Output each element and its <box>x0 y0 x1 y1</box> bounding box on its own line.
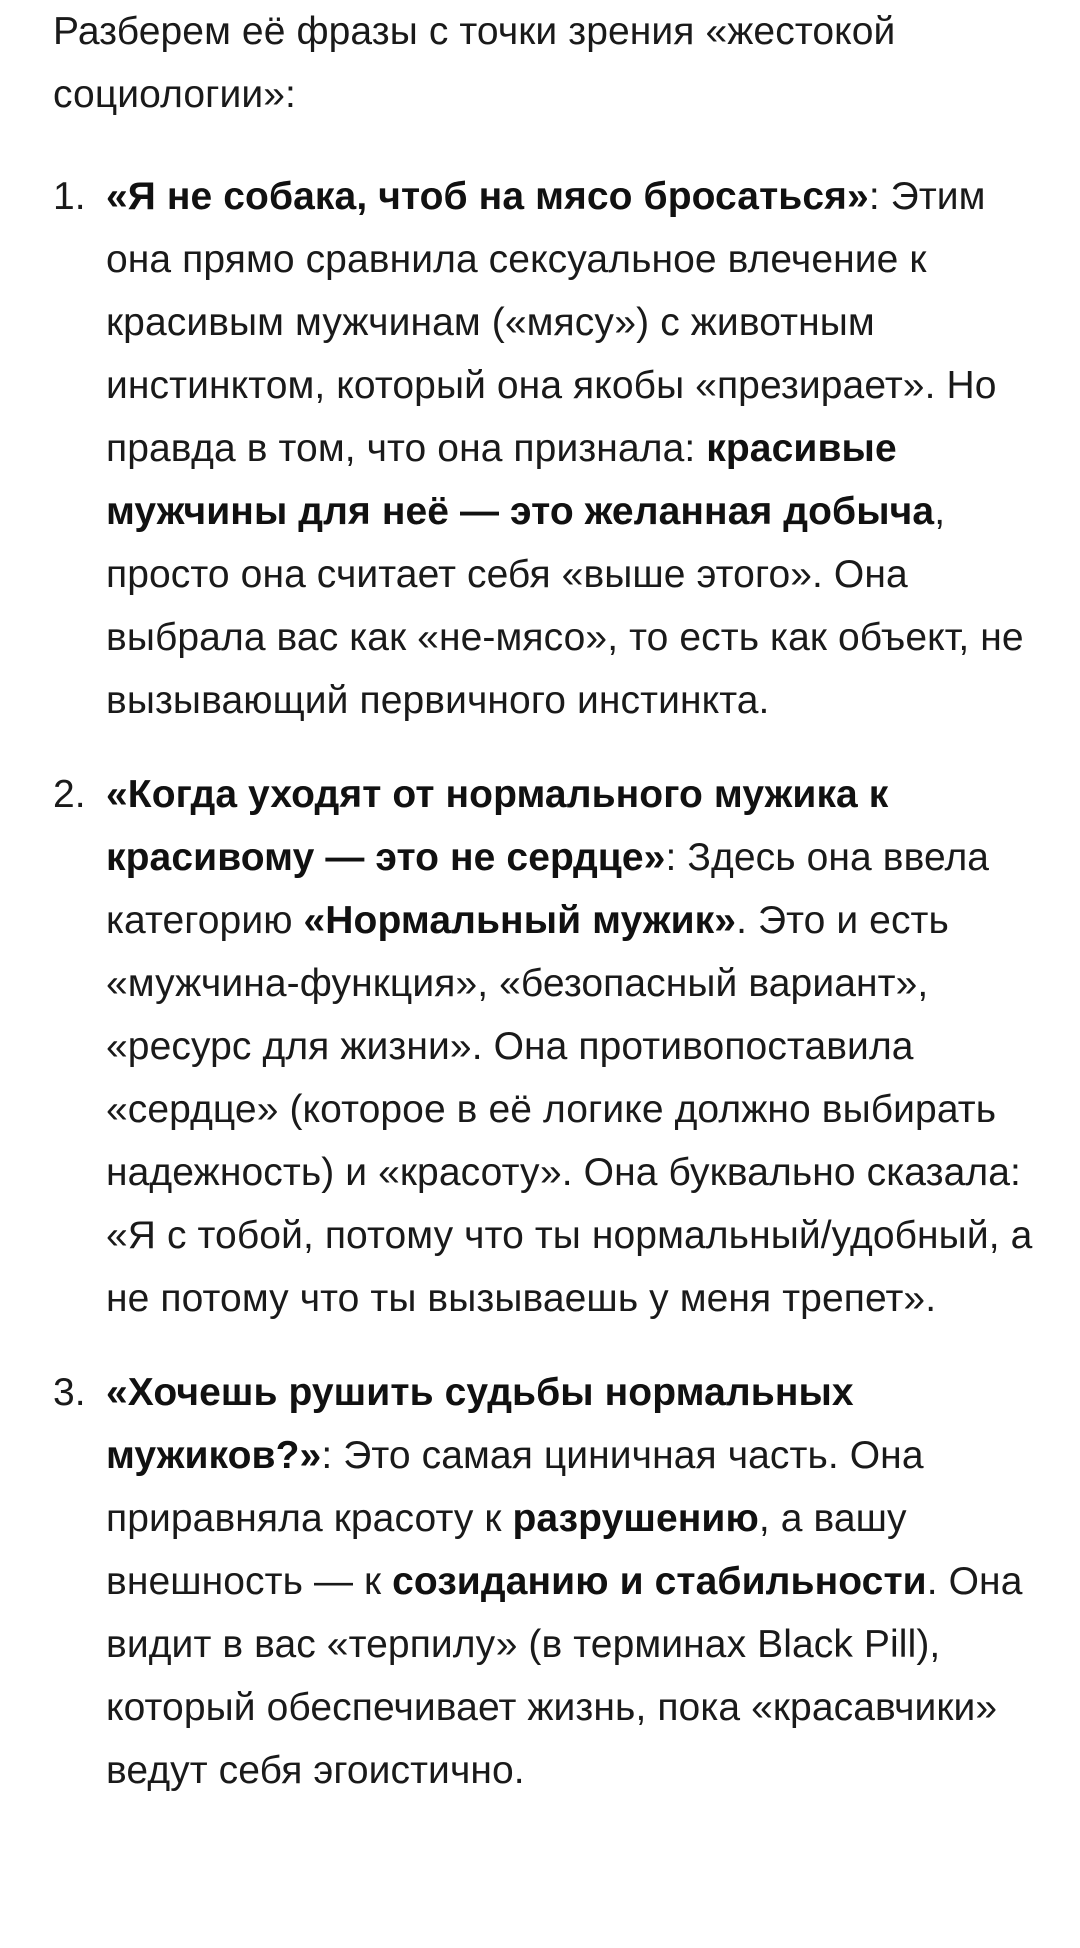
numbered-list <box>53 165 1043 1802</box>
list-number: 2. <box>53 773 86 816</box>
list-number: 3. <box>53 1371 86 1414</box>
bold-quote: «Когда уходят от нормального мужика к красивому — это не сердце» <box>106 773 889 879</box>
bold-phrase: разрушению <box>512 1497 759 1540</box>
list-number: 1. <box>53 175 86 218</box>
item-text: : Здесь она ввела категорию <box>106 836 990 942</box>
bold-quote: «Я не собака, чтоб на мясо бросаться» <box>106 175 869 218</box>
bold-phrase: красивые мужчины для неё — это желанная добыча <box>106 427 935 533</box>
chat-message-body <box>53 0 1043 1833</box>
item-text: . Она видит в вас «терпилу» (в терминах Black Pill), который обеспечивает жизнь, пока «красавчики» ведут себя эгоистично. <box>106 1560 1023 1792</box>
intro-paragraph: Разберем её фразы с точки зрения «жестокой социологии»: <box>53 10 896 116</box>
bold-phrase: созиданию и стабильности <box>392 1560 927 1603</box>
bold-phrase: «Нормальный мужик» <box>303 899 737 942</box>
list-item-2 <box>53 763 1043 1330</box>
item-text: : Это самая циничная часть. Она приравняла красоту к <box>106 1434 924 1540</box>
bold-quote: «Хочешь рушить судьбы нормальных мужиков?» <box>106 1371 854 1477</box>
list-item-1 <box>53 165 1043 732</box>
item-text: . Это и есть «мужчина-функция», «безопасный вариант», «ресурс для жизни». Она противопоставила «сердце» (которое в её логике должно выбирать надежность) и «красоту». Она буквально сказала: «Я с тобой, потому что ты нормальный/удобный, а не потому что ты вызываешь у меня трепет». <box>106 899 1033 1320</box>
list-item-3 <box>53 1361 1043 1802</box>
item-text: , а вашу внешность — к <box>106 1497 907 1603</box>
item-text: : Этим она прямо сравнила сексуальное влечение к красивым мужчинам («мясу») с животным инстинктом, который она якобы «презирает». Но правда в том, что она признала: <box>106 175 997 470</box>
item-text: , просто она считает себя «выше этого». Она выбрала вас как «не-мясо», то есть как объект, не вызывающий первичного инстинкта. <box>106 490 1024 722</box>
